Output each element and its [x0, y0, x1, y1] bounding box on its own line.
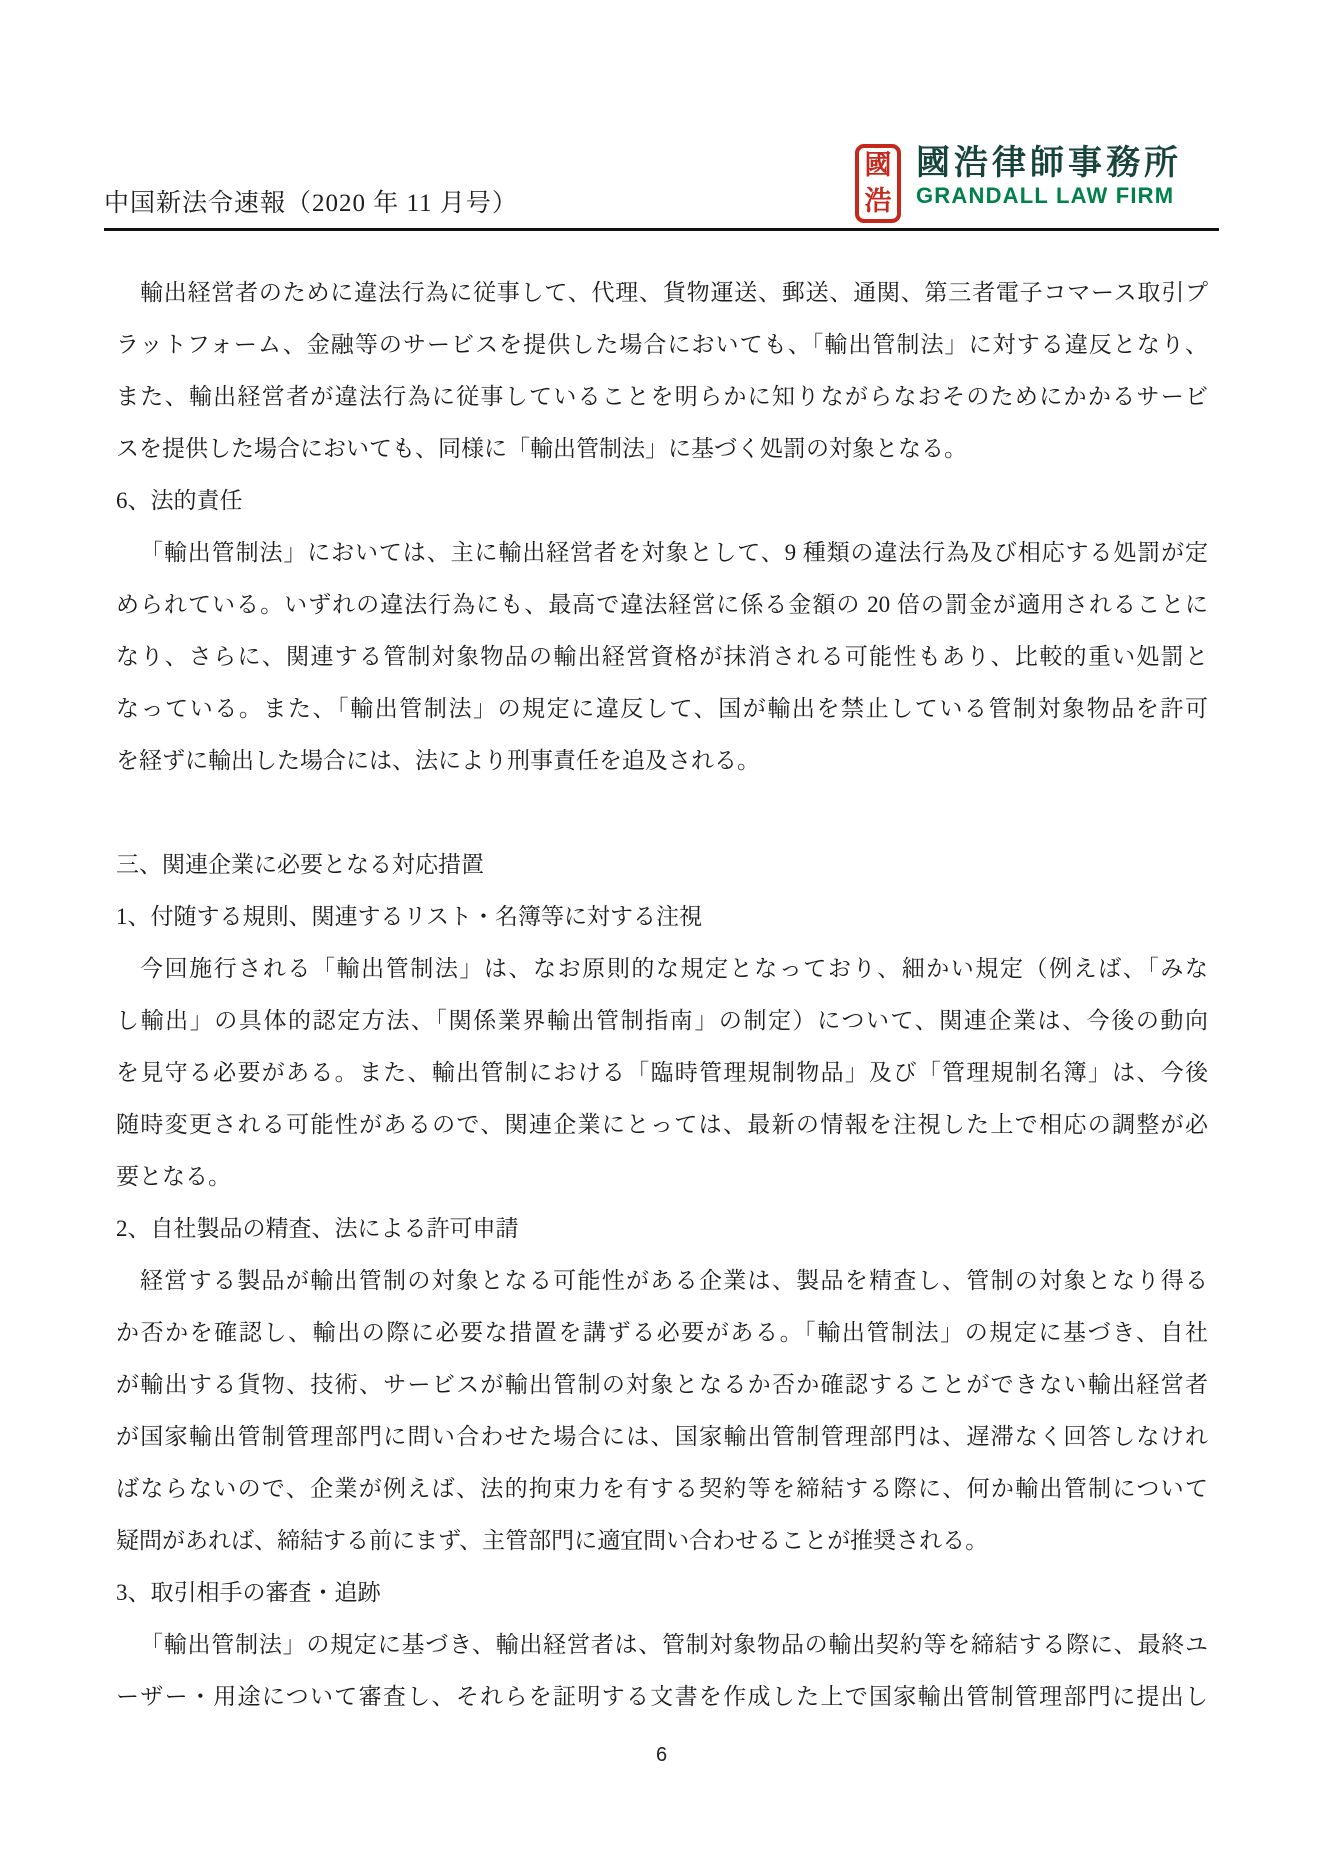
text-line: か否かを確認し、輸出の際に必要な措置を講ずる必要がある。「輸出管制法」の規定に基づき、自社 — [116, 1320, 1208, 1345]
seal-char-bottom: 浩 — [864, 185, 892, 216]
text-line: 今回施行される「輸出管制法」は、なお原則的な規定となっており、細かい規定（例えば、「みな — [140, 956, 1208, 981]
text-line: 随時変更される可能性があるので、関連企業にとっては、最新の情報を注視した上で相応の調整が必 — [116, 1112, 1208, 1137]
text-line: が輸出する貨物、技術、サービスが輸出管制の対象となるか否か確認することができない輸出経営者 — [116, 1372, 1208, 1397]
firm-names — [916, 144, 1182, 208]
text-line: が国家輸出管制管理部門に問い合わせた場合には、国家輸出管制管理部門は、遅滞なく回答しなけれ — [116, 1424, 1208, 1449]
page-number: 6 — [655, 1744, 668, 1766]
section-heading: 3、取引相手の審査・追跡 — [116, 1580, 381, 1605]
section-heading: 1、付随する規則、関連するリスト・名簿等に対する注視 — [116, 904, 703, 929]
seal-char-top: 國 — [864, 150, 892, 181]
text-line: また、輸出経営者が違法行為に従事していることを明らかに知りながらなおそのためにかかるサービ — [116, 384, 1208, 409]
blank-line — [116, 787, 1208, 839]
text-line: ばならないので、企業が例えば、法的拘束力を有する契約等を締結する際に、何か輸出管制について — [116, 1476, 1208, 1501]
firm-name-english: GRANDALL LAW FIRM — [916, 183, 1175, 208]
firm-name-chinese: 國浩律師事務所 — [916, 144, 1182, 182]
text-line: 疑問があれば、締結する前にまず、主管部門に適宜問い合わせることが推奨される。 — [116, 1528, 989, 1553]
newsletter-title: 中国新法令速報（2020 年 11 月号） — [104, 190, 518, 217]
text-line: ーザー・用途について審査し、それらを証明する文書を作成した上で国家輸出管制管理部門に提出し — [116, 1684, 1208, 1709]
grandall-seal-icon — [855, 144, 901, 223]
document-body — [116, 267, 1208, 1723]
text-line: 「輸出管制法」の規定に基づき、輸出経営者は、管制対象物品の輸出契約等を締結する際に、最終ユ — [140, 1632, 1208, 1657]
text-line: 「輸出管制法」においては、主に輸出経営者を対象として、9 種類の違法行為及び相応する処罰が定 — [140, 540, 1208, 565]
text-line: められている。いずれの違法行為にも、最高で違法経営に係る金額の 20 倍の罰金が適用されることに — [116, 592, 1208, 617]
text-line: を見守る必要がある。また、輸出管制における「臨時管理規制物品」及び「管理規制名簿」は、今後 — [116, 1060, 1208, 1085]
text-line: なり、さらに、関連する管制対象物品の輸出経営資格が抹消される可能性もあり、比較的重い処罰と — [116, 644, 1208, 669]
text-line: 輸出経営者のために違法行為に従事して、代理、貨物運送、郵送、通関、第三者電子コマース取引プ — [140, 280, 1208, 305]
text-line: スを提供した場合においても、同様に「輸出管制法」に基づく処罰の対象となる。 — [116, 436, 967, 461]
grandall-logo — [855, 144, 1182, 223]
text-line: ラットフォーム、金融等のサービスを提供した場合においても、「輸出管制法」に対する違反となり、 — [116, 332, 1208, 357]
text-line: 要となる。 — [116, 1164, 231, 1189]
text-line: を経ずに輸出した場合には、法により刑事責任を追及される。 — [116, 748, 760, 773]
text-line: し輸出」の具体的認定方法、「関係業界輸出管制指南」の制定）について、関連企業は、今後の動向 — [116, 1008, 1208, 1033]
section-heading: 6、法的責任 — [116, 488, 243, 513]
section-heading: 2、自社製品の精査、法による許可申請 — [116, 1216, 519, 1241]
header-divider-rule — [104, 228, 1219, 231]
text-line: 経営する製品が輸出管制の対象となる可能性がある企業は、製品を精査し、管制の対象となり得る — [140, 1268, 1208, 1293]
text-line: なっている。また、「輸出管制法」の規定に違反して、国が輸出を禁止している管制対象物品を許可 — [116, 696, 1208, 721]
section-heading: 三、関連企業に必要となる対応措置 — [116, 852, 484, 877]
page-footer — [0, 1742, 1323, 1768]
